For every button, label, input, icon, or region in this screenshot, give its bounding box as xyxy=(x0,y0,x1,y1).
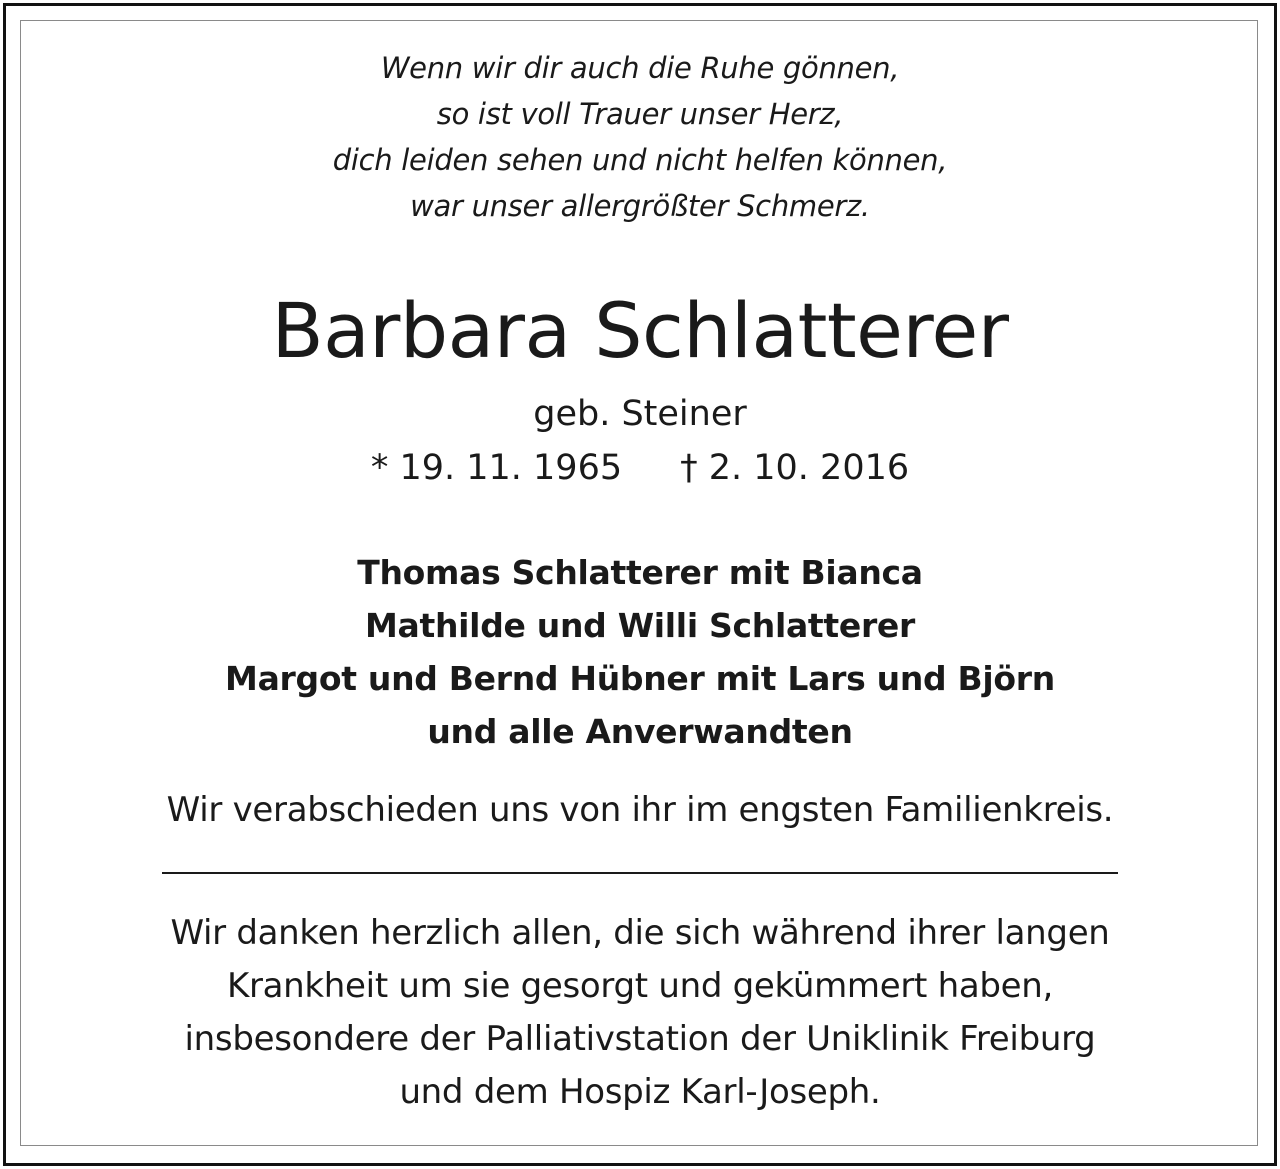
mourner-line: Mathilde und Willi Schlatterer xyxy=(365,606,915,645)
poem-line: dich leiden sehen und nicht helfen können, xyxy=(332,143,948,177)
thanks-line: Krankheit um sie gesorgt und gekümmert haben, xyxy=(226,966,1054,1006)
death-date: † 2. 10. 2016 xyxy=(680,448,910,488)
birth-date: * 19. 11. 1965 xyxy=(370,448,623,488)
mourner-line: Margot und Bernd Hübner mit Lars und Björn xyxy=(225,659,1055,698)
mourner-line: Thomas Schlatterer mit Bianca xyxy=(357,553,923,592)
thanks-line: Wir danken herzlich allen, die sich während ihrer langen xyxy=(170,913,1110,953)
mourners-list xyxy=(0,546,1280,758)
poem-line: war unser allergrößter Schmerz. xyxy=(410,189,870,223)
divider-line xyxy=(162,872,1118,874)
thanks-line: und dem Hospiz Karl-Joseph. xyxy=(399,1072,881,1112)
thanks-note xyxy=(0,907,1280,1119)
mourner-line: und alle Anverwandten xyxy=(427,712,853,751)
deceased-name: Barbara Schlatterer xyxy=(271,286,1009,375)
poem-line: Wenn wir dir auch die Ruhe gönnen, xyxy=(380,51,900,85)
poem xyxy=(0,45,1280,229)
thanks-line: insbesondere der Palliativstation der Uniklinik Freiburg xyxy=(184,1019,1096,1059)
poem-line: so ist voll Trauer unser Herz, xyxy=(436,97,844,131)
farewell-note: Wir verabschieden uns von ihr im engsten Familienkreis. xyxy=(166,790,1114,830)
maiden-name: geb. Steiner xyxy=(533,394,747,434)
life-dates xyxy=(0,446,1280,490)
